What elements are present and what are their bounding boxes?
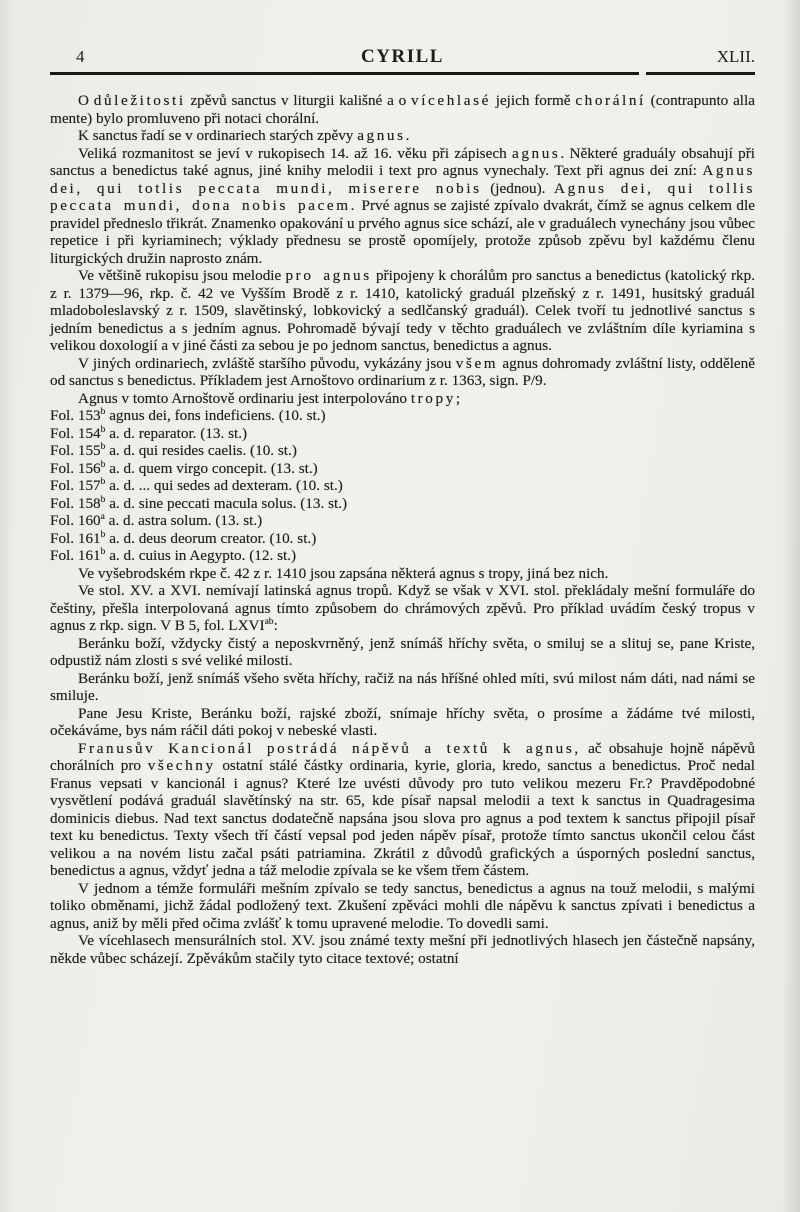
superscript: b xyxy=(100,459,106,470)
text: Agnus v tomto Arnoštově ordinariu jest interpolováno xyxy=(78,389,411,407)
folio-line xyxy=(50,477,755,495)
text: a. d. reparator. (13. st.) xyxy=(105,424,248,442)
superscript: b xyxy=(100,476,106,487)
emphasized-text: chorální xyxy=(575,92,646,109)
journal-title: CYRILL xyxy=(361,46,444,67)
paragraph xyxy=(50,705,755,740)
paragraph xyxy=(50,355,755,390)
folio-line xyxy=(50,460,755,478)
text: Fol. 160 xyxy=(50,512,101,529)
folio-line xyxy=(50,512,755,530)
paragraph xyxy=(50,565,755,583)
text: Fol. 161 xyxy=(50,547,101,564)
text: (jednou). xyxy=(481,179,554,197)
emphasized-text: Franusův Kancionál postrádá nápěvů a textů k agnus, xyxy=(78,739,581,757)
paragraph xyxy=(50,740,755,880)
folio-line xyxy=(50,547,755,565)
emphasized-text: agnus xyxy=(511,144,561,162)
text: Fol. 157 xyxy=(50,477,101,494)
emphasized-text: vícehlasé xyxy=(411,92,491,109)
text: Fol. 155 xyxy=(50,442,101,459)
folio-line xyxy=(50,407,755,425)
page-header xyxy=(0,0,800,68)
text: agnus dei, fons indeficiens. (10. st.) xyxy=(105,407,326,424)
paragraph xyxy=(50,92,755,127)
text: a. d. deus deorum creator. (10. st.) xyxy=(105,529,317,547)
superscript: b xyxy=(100,441,106,452)
text: Veliká rozmanitost se jeví v rukopisech 14. až 16. věku při zápisech xyxy=(78,144,512,162)
text: Prvé agnus se zajisté zpívalo dvakrát, čímž se agnus celkem dle pravidel předneslo třikrát. Znamenko opakování u prvého agnus sice schází, ale v graduálech vynechány jsou vůbec repetice i při kyriaminech; výklady přednesu se prostě opomíjely, protože způsob zpěvu byl každému členu liturgických družin naprosto znám. xyxy=(50,197,755,267)
text: ; xyxy=(455,389,461,407)
text: a. d. quem virgo concepit. (13. st.) xyxy=(105,459,318,477)
emphasized-text: všechny xyxy=(147,757,216,774)
emphasized-text: agnus xyxy=(357,127,406,144)
text: . Některé graduály obsahují při sanctus a benedictus také agnus, jiné knihy melodii i text pro agnus vynechaly. Text při agnus dei zní: xyxy=(50,144,755,179)
header-rule xyxy=(50,72,755,75)
folio-line xyxy=(50,425,755,443)
text: Fol. 158 xyxy=(50,494,101,512)
emphasized-text: Agnus dei, qui totlis peccata mundi, miserere nobis xyxy=(50,162,755,197)
page-number: 4 xyxy=(76,47,85,66)
paragraph xyxy=(50,145,755,268)
emphasized-text: tropy xyxy=(410,389,456,407)
text: ač obsahuje hojně nápěvů chorálních pro xyxy=(50,739,755,774)
superscript: b xyxy=(100,546,106,557)
folio-line xyxy=(50,530,755,548)
paragraph xyxy=(50,635,755,670)
paragraph xyxy=(50,932,755,967)
superscript: b xyxy=(100,494,106,505)
text: ostatní stálé částky ordinaria, kyrie, gloria, kredo, sanctus a benedictus. Proč nedal Franus vepsati v kancionál i agnus? Které lze uvésti důvody pro tuto velikou mezeru Fr.? Pravděpodobné vysvětlení podává graduál slavětínský na str. 65, kde písař napsal melodii a text k sanctus in Quadragesima dominicis diebus. Nad text sanctus dodatečně napsána jsou slova pro agnus a pod textem k sanctus připojil písař text ku benedictus. Texty všech tří částí vepsal pod jeden nápěv písař, protože tímto sanctus ukončil celou část velikou a na novém listu začal psáti patriamina. Zkrátil z důvodů grafických a úsporných poslední sanctus, benedictus a agnus, vždyť jedna a táž melodie zpívala se ke všem třem částem. xyxy=(50,757,755,879)
superscript: ab xyxy=(264,616,274,627)
text: Fol. 154 xyxy=(50,424,101,442)
text: V jednom a témže formuláři mešním zpívalo se tedy sanctus, benedictus a agnus na touž melodii, s malými toliko obměnami, jichž žádal podložený text. Zkušení zpěváci mohli dle nápěvu k sanctus zpívati i benedictus a agnus, aniž by měli před očima zvlášť k tomu upravené melodie. To dovedli sami. xyxy=(50,879,755,932)
folio-line xyxy=(50,495,755,513)
paragraph xyxy=(50,670,755,705)
text: a. d. cuius in Aegypto. (12. st.) xyxy=(105,547,297,564)
text: (contrapunto alla mente) bylo promluveno při notaci chorální. xyxy=(50,92,755,127)
text: Ve většině rukopisu jsou melodie xyxy=(78,267,286,284)
folio-line xyxy=(50,442,755,460)
paragraph xyxy=(50,267,755,355)
text: O xyxy=(78,92,94,109)
emphasized-text: Agnus dei, qui tollis peccata mundi, dona nobis pacem. xyxy=(50,179,756,214)
text: a. d. qui resides caelis. (10. st.) xyxy=(105,442,297,459)
text: a. d. ... qui sedes ad dexteram. (10. st.) xyxy=(105,477,343,494)
paragraph xyxy=(50,582,755,635)
page-body xyxy=(50,92,755,967)
text: V jiných ordinariech, zvláště staršího původu, vykázány jsou xyxy=(78,354,456,372)
paragraph xyxy=(50,127,755,145)
text: Ve vícehlasech mensurálních stol. XV. jsou známé texty mešní při jednotlivých hlasech jen částečně napsány, někde vůbec scházejí. Zpěvákům stačily tyto citace textové; ostatní xyxy=(50,932,755,967)
text: Fol. 161 xyxy=(50,529,101,547)
text: zpěvů sanctus v liturgii kališné a o xyxy=(185,92,412,109)
text: . xyxy=(405,127,410,144)
text: a. d. astra solum. (13. st.) xyxy=(104,512,263,529)
text: Ve vyšebrodském rkpe č. 42 z r. 1410 jsou zapsána některá agnus s tropy, jiná bez nich. xyxy=(78,564,609,582)
text: Pane Jesu Kriste, Beránku boží, rajské zboží, snímaje hříchy světa, o prosíme a žádáme tvé milosti, očekáváme, bys nám ráčil dáti pokoj v nebeské vlasti. xyxy=(50,704,755,739)
text: Ve stol. XV. a XVI. nemívají latinská agnus tropů. Když se však v XVI. stol. překládaly mešní formuláře do češtiny, přešla interpolovaná agnus tímto způsobem do chrámových zpěvů. Pro příklad uvádím český tropus v agnus z rkp. sign. V B 5, fol. LXVI xyxy=(50,582,755,634)
superscript: b xyxy=(100,529,106,540)
emphasized-text: pro agnus xyxy=(285,267,372,284)
paragraph xyxy=(50,880,755,933)
text: K sanctus řadí se v ordinariech starých zpěvy xyxy=(78,127,358,144)
text: Beránku boží, vždycky čistý a neposkvrněný, jenž snímáš hříchy světa, o smiluj se a slituj se, pane Kriste, odpustiž nám zlosti s své veliké milosti. xyxy=(50,634,755,669)
superscript: b xyxy=(100,406,106,417)
superscript: a xyxy=(100,511,105,522)
paragraph xyxy=(50,390,755,408)
text: Fol. 153 xyxy=(50,407,101,424)
superscript: b xyxy=(100,424,106,435)
volume-number: XLII. xyxy=(716,47,755,66)
text: a. d. sine peccati macula solus. (13. st.) xyxy=(105,494,348,512)
text: Beránku boží, jenž snímáš všeho světa hříchy, račiž na nás hříšné ohled míti, svú milost nám dáti, nad námi se smiluje. xyxy=(50,669,755,704)
emphasized-text: důležitosti xyxy=(93,92,186,109)
emphasized-text: všem xyxy=(455,354,499,372)
text: agnus dohromady zvláštní listy, odděleně od sanctus s benedictus. Příkladem jest Arnoštovo ordinarium z r. 1363, sign. P/9. xyxy=(50,354,755,389)
text: připojeny k chorálům pro sanctus a benedictus (katolický rkp. z r. 1379—96, rkp. č. 42 ve Vyšším Brodě z r. 1410, katolický graduál plzeňský z r. 1491, husitský graduál mladoboleslavský z r. 1509, slavětinský, lobkovický a sedlčanský graduál). Celek tvoří tu jednotlivé sanctus s jedním benedictus a s jedním agnus. Pohromadě bývají tedy v těchto graduálech ve zvláštním díle kyriamina s velikou doxologií a v jiné části za sebou je po jednom sanctus, benedictus a agnus. xyxy=(50,267,755,354)
text: Fol. 156 xyxy=(50,459,101,477)
text: jejich formě xyxy=(490,92,576,109)
text: : xyxy=(273,617,278,634)
